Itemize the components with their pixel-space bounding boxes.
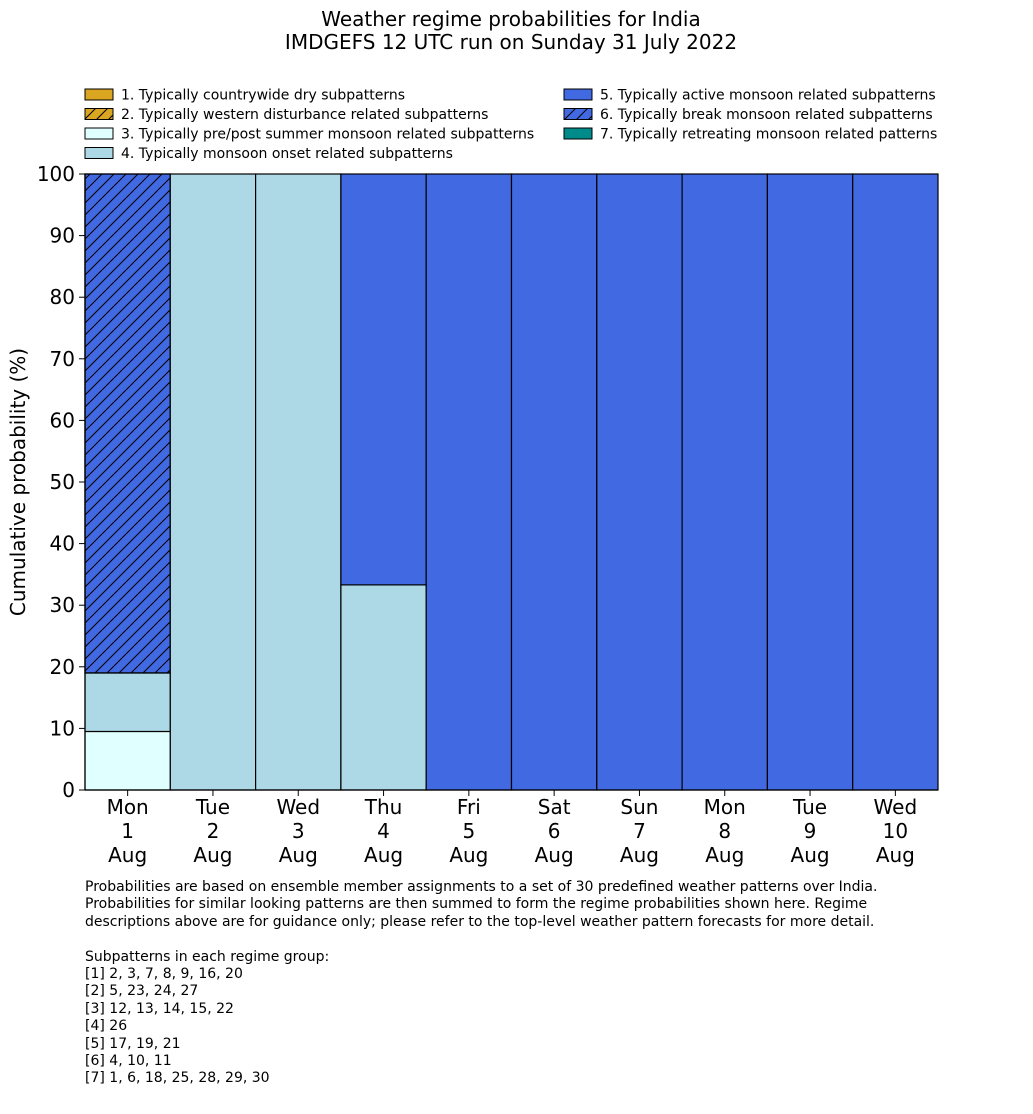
x-tick-label: Aug [193,843,233,867]
x-tick-label: 10 [882,819,909,843]
y-tick-label: 80 [49,285,75,310]
bar-segment-series-4 [256,174,341,790]
bar-segment-series-5 [767,174,852,790]
bar-segment-series-4 [170,174,255,790]
y-tick-label: 90 [49,223,75,248]
y-tick-label: 30 [49,593,75,618]
legend [85,88,937,163]
legend-label: 2. Typically western disturbance related subpatterns [121,107,489,123]
x-tick-label: Mon [106,795,149,819]
x-tick-label: Aug [790,843,830,867]
note-line: Probabilities are based on ensemble member assignments to a set of 30 predefined weather patterns over India. [85,879,878,895]
x-tick-label: Aug [534,843,574,867]
x-tick-label: Fri [456,795,481,819]
x-tick-label: Tue [195,795,231,819]
legend-label: 4. Typically monsoon onset related subpatterns [121,146,453,162]
group-line: [6] 4, 10, 11 [85,1053,172,1070]
bar-segment-series-5 [682,174,767,790]
legend-label: 5. Typically active monsoon related subpatterns [600,87,936,104]
y-tick-label: 100 [36,162,75,186]
note-line: descriptions above are for guidance only; please refer to the top-level weather pattern forecasts for more detail. [85,913,875,930]
x-tick-label: 8 [718,819,732,843]
groups-heading: Subpatterns in each regime group: [85,948,330,965]
bar-segment-series-5 [426,174,511,790]
x-tick-label: 3 [291,819,305,843]
x-tick-label: Sun [620,795,659,819]
x-tick-label: Aug [619,843,659,867]
x-tick-label: Wed [873,795,918,819]
x-tick-label: Mon [703,795,746,819]
x-tick-label: 5 [462,819,476,843]
x-tick-label: Aug [364,843,404,867]
group-line: [3] 12, 13, 14, 15, 22 [85,1000,234,1017]
y-tick-label: 40 [49,531,75,556]
legend-swatch [564,128,592,139]
x-tick-label: Aug [278,843,318,867]
y-axis-label: Cumulative probability (%) [6,347,30,617]
legend-label: 6. Typically break monsoon related subpatterns [600,107,933,123]
y-tick-label: 0 [62,778,75,802]
x-tick-label: Sat [537,795,571,819]
bar-segment-series-4 [85,673,170,732]
bar-segment-series-5 [512,174,597,790]
bar-segment-series-5 [597,174,682,790]
x-tick-label: 1 [121,819,135,843]
x-tick-label: 2 [206,819,220,843]
y-tick-label: 60 [49,408,75,433]
y-tick-label: 20 [49,654,75,679]
legend-swatch [85,148,113,159]
legend-label: 7. Typically retreating monsoon related patterns [600,126,938,143]
x-tick-label: Aug [449,843,489,867]
x-tick-label: 7 [633,819,646,843]
x-tick-label: Aug [705,843,745,867]
notes [85,879,985,1088]
y-tick-label: 10 [49,716,75,741]
y-tick-label: 70 [49,346,75,371]
group-line: [1] 2, 3, 7, 8, 9, 16, 20 [85,966,243,983]
group-line: [4] 26 [85,1018,128,1035]
group-line: [5] 17, 19, 21 [85,1035,181,1052]
x-tick-label: Aug [875,843,915,867]
chart-title: Weather regime probabilities for India [321,7,701,31]
chart-subtitle: IMDGEFS 12 UTC run on Sunday 31 July 2022 [284,30,738,54]
y-tick-label: 50 [49,470,75,494]
x-tick-label: Thu [364,795,403,819]
legend-label: 3. Typically pre/post summer monsoon related subpatterns [121,126,535,143]
bar-segment-series-4 [341,585,426,790]
x-tick-label: Aug [108,843,148,867]
group-line: [2] 5, 23, 24, 27 [85,983,199,1000]
bars [85,174,938,790]
bar-segment-series-3 [85,731,170,790]
bar-segment-series-5 [853,174,938,790]
legend-swatch-hatch [564,109,592,120]
x-tick-label: 6 [547,819,561,843]
x-tick-label: Wed [276,795,321,819]
legend-swatch [85,89,113,100]
group-line: [7] 1, 6, 18, 25, 28, 29, 30 [85,1070,270,1087]
legend-swatch [564,89,592,100]
bar-segment-hatch [85,174,170,673]
x-tick-label: Tue [792,795,828,819]
legend-swatch [85,128,113,139]
legend-label: 1. Typically countrywide dry subpatterns [121,87,406,104]
legend-swatch-hatch [85,109,113,120]
x-tick-label: 9 [803,819,817,843]
note-line: Probabilities for similar looking patterns are then summed to form the regime probabilities shown here. Regime [85,896,868,913]
bar-segment-series-5 [341,174,426,585]
x-tick-label: 4 [377,819,390,843]
